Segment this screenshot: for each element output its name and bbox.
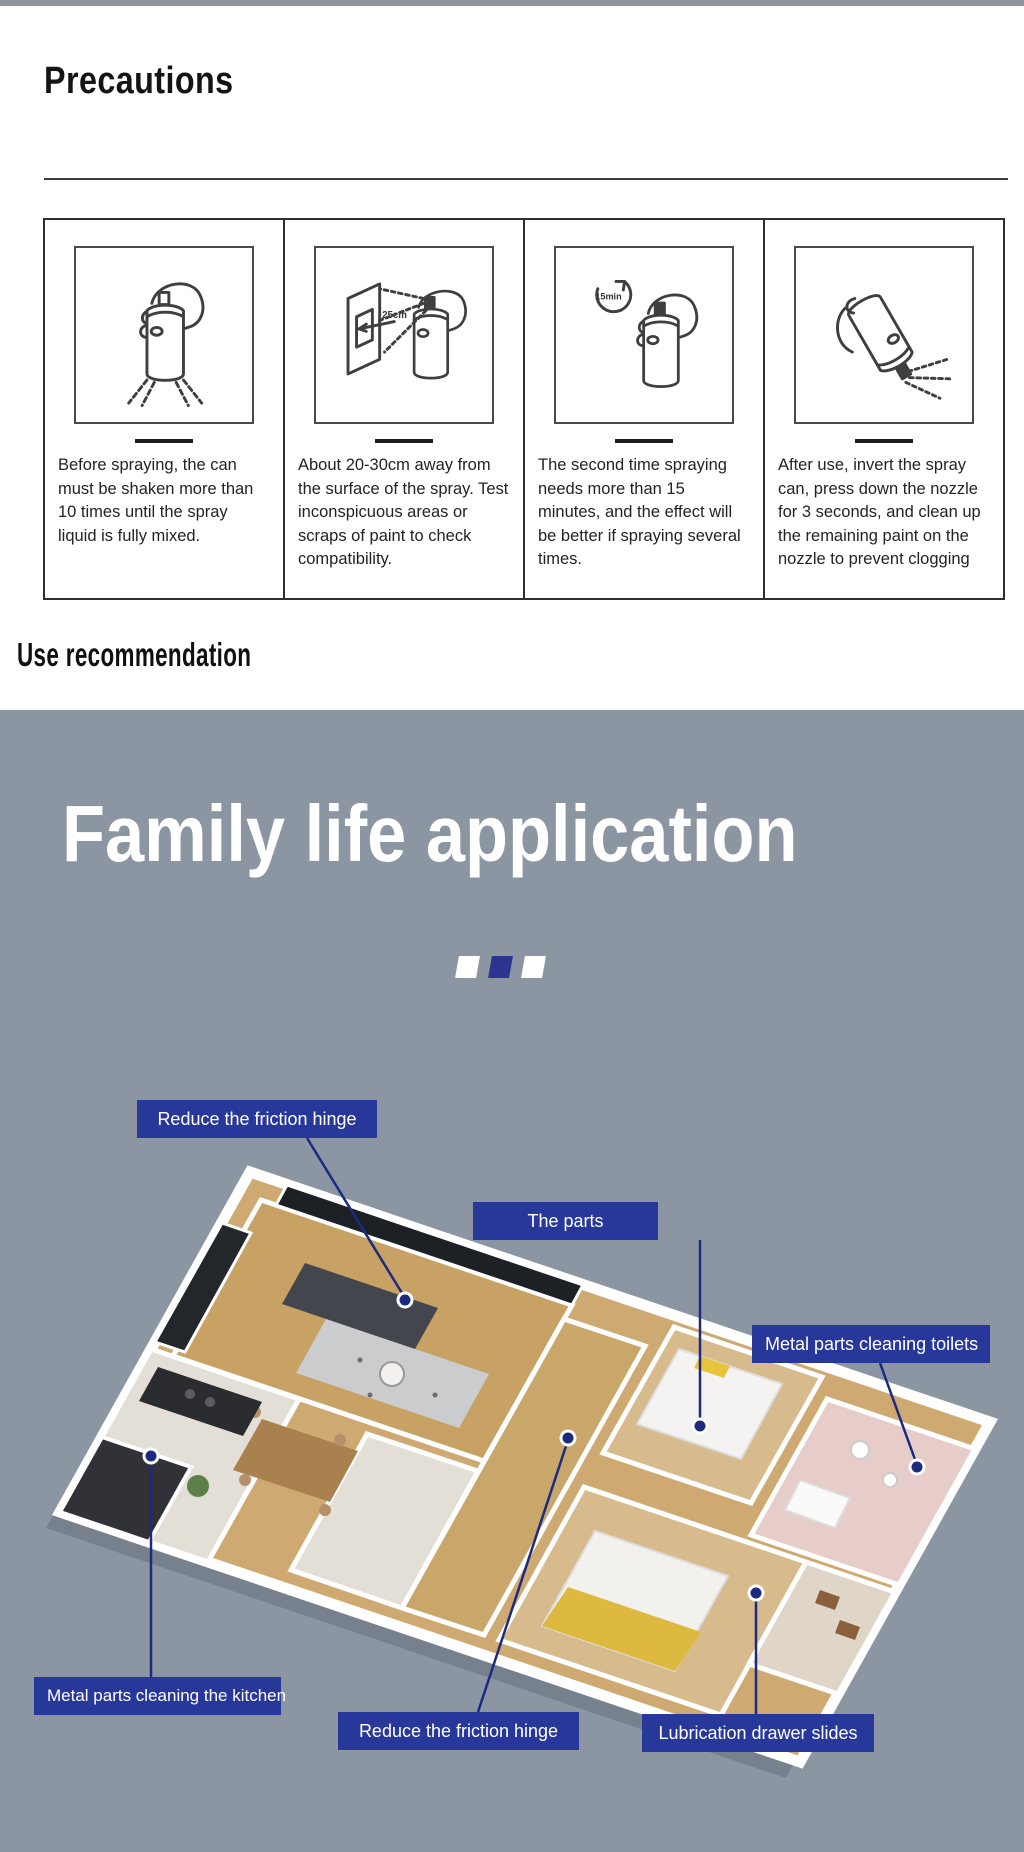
label-metal-parts-cleaning-toilets: Metal parts cleaning toilets xyxy=(752,1325,990,1363)
step-text: About 20-30cm away from the surface of the spray. Test inconspicuous areas or scraps of paint to check compatibility. xyxy=(298,456,509,568)
invert-spray-can-illustration xyxy=(794,246,974,424)
top-gray-strip xyxy=(0,0,1024,6)
precaution-step-distance xyxy=(285,220,525,598)
accent-square-white xyxy=(521,956,546,978)
spray-distance-illustration xyxy=(314,246,494,424)
timer-annotation: 15min xyxy=(595,291,622,302)
family-section-title: Family life application xyxy=(62,789,798,878)
label-reduce-friction-hinge-bottom: Reduce the friction hinge xyxy=(338,1712,579,1750)
precaution-step-respray xyxy=(525,220,765,598)
precautions-panel-table xyxy=(43,218,1005,600)
accent-squares xyxy=(457,956,556,978)
shake-spray-can-illustration xyxy=(74,246,254,424)
label-lubrication-drawer-slides: Lubrication drawer slides xyxy=(642,1714,874,1752)
accent-square-blue xyxy=(488,956,513,978)
family-life-application-section xyxy=(0,710,1024,1852)
label-reduce-friction-hinge-top: Reduce the friction hinge xyxy=(137,1100,377,1138)
title-divider-line xyxy=(44,178,1008,180)
panel-dash xyxy=(615,439,673,443)
sink xyxy=(883,1473,897,1487)
precautions-title: Precautions xyxy=(44,60,234,102)
respray-timer-illustration xyxy=(554,246,734,424)
panel-dash xyxy=(135,439,193,443)
distance-annotation: 25cm xyxy=(382,309,407,321)
panel-dash xyxy=(855,439,913,443)
plant xyxy=(187,1475,209,1497)
precaution-step-shake xyxy=(45,220,285,598)
step-text: Before spraying, the can must be shaken more than 10 times until the spray liquid is fully mixed. xyxy=(58,456,254,545)
coffee-table xyxy=(380,1362,404,1386)
use-recommendation-title: Use recommendation xyxy=(17,636,252,673)
accent-square-white xyxy=(455,956,480,978)
toilet xyxy=(851,1441,869,1459)
step-text: The second time spraying needs more than 15 minutes, and the effect will be better if spraying several times. xyxy=(538,456,741,568)
label-metal-parts-cleaning-kitchen: Metal parts cleaning the kitchen xyxy=(34,1677,281,1715)
label-the-parts: The parts xyxy=(473,1202,658,1240)
precaution-step-invert xyxy=(765,220,1003,598)
step-text: After use, invert the spray can, press down the nozzle for 3 seconds, and clean up the remaining paint on the nozzle to prevent clogging xyxy=(778,456,981,568)
panel-dash xyxy=(375,439,433,443)
